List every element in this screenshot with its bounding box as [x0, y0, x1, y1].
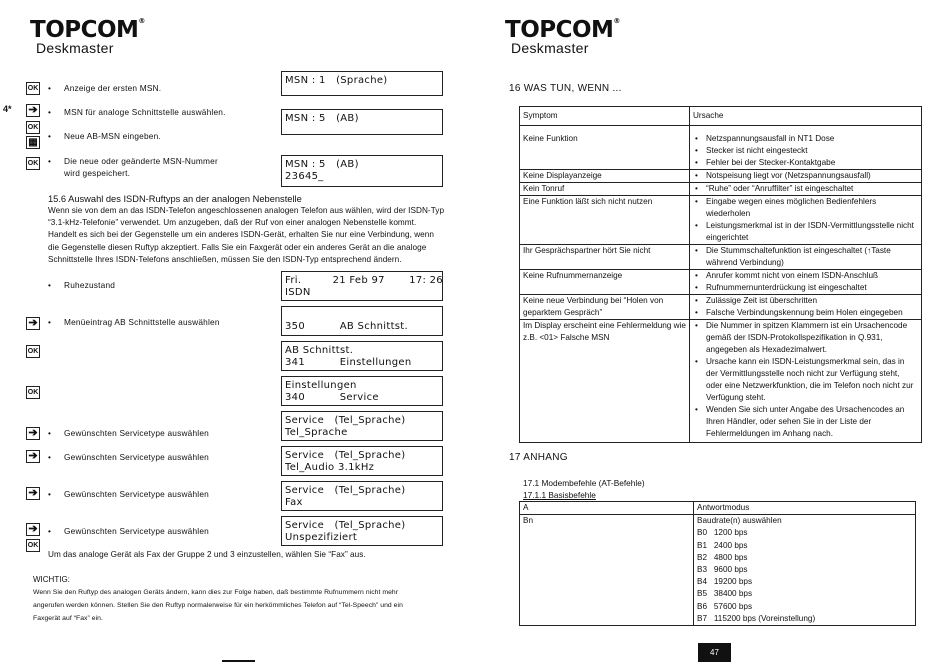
description-line: B5 38400 bps — [697, 589, 753, 599]
page-number: 47 — [698, 643, 731, 662]
step-text: • Menüeintrag AB Schnittstelle auswählen — [48, 317, 220, 327]
arrow-key-icon: ➔ — [26, 427, 40, 440]
warning-line: Wenn Sie den Ruftyp des analogen Geräts ändern, kann dies zur Folge haben, daß bestimmte Rufnummern nicht mehr — [33, 589, 399, 596]
lcd-display: Service (Tel_Sprache) Fax — [281, 481, 443, 511]
troubleshooting-table — [519, 106, 922, 443]
symptom-cell: Eine Funktion läßt sich nicht nutzen — [520, 196, 690, 245]
description-line: B7 115200 bps (Voreinstellung) — [697, 613, 816, 623]
table-row — [520, 502, 916, 515]
lcd-display: 350 AB Schnittst. — [281, 306, 443, 336]
cause-item: • Die Stummschaltefunktion ist eingeschaltet (↑Taste während Verbindung) — [693, 245, 918, 269]
step-text: • Gewünschten Servicetype auswählen — [48, 428, 209, 438]
description-line: B2 4800 bps — [697, 552, 748, 562]
cause-cell — [690, 170, 922, 183]
cause-item: • Stecker ist nicht eingesteckt — [693, 145, 918, 157]
table-row — [520, 183, 922, 196]
lcd-display: Service (Tel_Sprache) Tel_Audio 3.1kHz — [281, 446, 443, 476]
cause-cell — [690, 245, 922, 270]
description-line: B1 2400 bps — [697, 540, 748, 550]
cause-cell — [690, 295, 922, 320]
ok-key-icon: OK — [26, 386, 40, 399]
arrow-key-icon: ➔ — [26, 317, 40, 330]
section-line: Wenn sie von dem an das ISDN-Telefon angeschlossenen analogen Telefon aus wählen, wird der ISDN-Typ — [48, 206, 445, 215]
cause-cell — [690, 126, 922, 170]
warning-line: angerufen werden können. Stellen Sie den Ruftyp normalerweise für ein herkömmliches Telefon auf “Tel-Speech” und ein — [33, 602, 403, 609]
table-row — [520, 320, 922, 443]
cause-cell — [690, 320, 922, 443]
symptom-cell: Im Display erscheint eine Fehlermeldung wie z.B. <01> Falsche MSN — [520, 320, 690, 443]
command-cell: Bn — [520, 515, 694, 626]
step-text: • Die neue oder geänderte MSN-Nummer — [48, 156, 218, 166]
cause-item: • “Ruhe” oder “Anruffilter” ist eingeschaltet — [693, 183, 918, 195]
lcd-display: Service (Tel_Sprache) Tel_Sprache — [281, 411, 443, 441]
lcd-display: MSN : 1 (Sprache) — [281, 71, 443, 96]
description-line: B3 9600 bps — [697, 565, 748, 575]
description-line: B6 57600 bps — [697, 601, 753, 611]
section-line: “3.1-kHz-Telefonie” verwendet. Um anzugeben, daß der Ruf von einer analogen Nebenstelle kommt. — [48, 218, 417, 228]
table-row — [520, 170, 922, 183]
cause-item: • Ursache kann ein ISDN-Leistungsmerkmal sein, das in der Vermittlungsstelle noch nicht zur Verfügung steht, oder eine Netzwerkfunktion, die im Telefon noch nicht zur Verfügung steht. — [693, 356, 918, 404]
brand-logo: TOPCOM® — [30, 17, 145, 43]
description-cell — [694, 515, 916, 626]
description-line: B0 1200 bps — [697, 528, 748, 538]
step-label: 4* — [3, 104, 12, 114]
ok-key-icon: OK — [26, 157, 40, 170]
symptom-cell: Keine Rufnummernanzeige — [520, 270, 690, 295]
arrow-key-icon: ➔ — [26, 450, 40, 463]
keypad-icon: ▦ — [26, 136, 40, 149]
symptom-cell: Ihr Gesprächspartner hört Sie nicht — [520, 245, 690, 270]
table-row — [520, 270, 922, 295]
ok-key-icon: OK — [26, 345, 40, 358]
header-cell: Symptom — [520, 107, 690, 126]
cause-item: • Rufnummernunterdrückung ist eingeschaltet — [693, 282, 918, 294]
lcd-display: AB Schnittst. 341 Einstellungen — [281, 341, 443, 371]
cause-item: • Falsche Verbindungskennung beim Holen eingegeben — [693, 307, 918, 319]
product-name: Deskmaster — [36, 40, 114, 56]
step-text: • Gewünschten Servicetype auswählen — [48, 526, 209, 536]
section-body — [48, 205, 448, 266]
cause-item: • Eingabe wegen eines möglichen Bedienfehlers wiederholen — [693, 196, 918, 220]
cause-cell — [690, 183, 922, 196]
step-text: • Anzeige der ersten MSN. — [48, 83, 162, 93]
cause-item: • Wenden Sie sich unter Angabe des Ursachencodes an Ihren Händler, oder sehen Sie in der Liste der Fehlermeldungen im Anhang nach. — [693, 404, 918, 440]
section-line: Schnittstelle Ihres ISDN-Telefons anschließen, müssen Sie den ISDN-Typ entsprechend ändern. — [48, 254, 402, 264]
step-text: • Gewünschten Servicetype auswählen — [48, 489, 209, 499]
symptom-cell: Keine neue Verbindung bei “Holen von geparktem Gespräch” — [520, 295, 690, 320]
header-cell: Ursache — [690, 107, 922, 126]
arrow-key-icon: ➔ — [26, 104, 40, 117]
symptom-cell: Keine Displayanzeige — [520, 170, 690, 183]
step-text: wird gespeichert. — [64, 168, 131, 178]
command-cell: A — [520, 502, 694, 515]
warning-body — [33, 586, 453, 625]
step-text: • Ruhezustand — [48, 280, 116, 290]
table-header-row — [520, 107, 922, 126]
ok-key-icon: OK — [26, 121, 40, 134]
lcd-display: Service (Tel_Sprache) Unspezifiziert — [281, 516, 443, 546]
table-row — [520, 196, 922, 245]
warning-title: WICHTIG: — [33, 575, 70, 584]
ok-key-icon: OK — [26, 82, 40, 95]
chapter-heading: 16 WAS TUN, WENN ... — [509, 83, 622, 94]
lcd-display: MSN : 5 (AB) — [281, 109, 443, 135]
at-commands-table — [519, 501, 916, 626]
fax-note: Um das analoge Gerät als Fax der Gruppe 2 und 3 einzustellen, wählen Sie “Fax” aus. — [48, 550, 366, 559]
table-row — [520, 515, 916, 626]
warning-line: Faxgerät auf “Fax” ein. — [33, 615, 103, 622]
section-heading: 15.6 Auswahl des ISDN-Ruftyps an der analogen Nebenstelle — [48, 194, 302, 204]
cause-item: • Netzspannungsausfall in NT1 Dose — [693, 133, 918, 145]
step-text: • Gewünschten Servicetype auswählen — [48, 452, 209, 462]
table-row — [520, 295, 922, 320]
cause-item: • Notspeisung liegt vor (Netzspannungsausfall) — [693, 170, 918, 182]
description-line: Baudrate(n) auswählen — [697, 516, 782, 526]
step-text: • MSN für analoge Schnittstelle auswählen. — [48, 107, 226, 117]
chapter-heading: 17 ANHANG — [509, 452, 568, 463]
symptom-cell: Keine Funktion — [520, 126, 690, 170]
cause-item: • Die Nummer in spitzen Klammern ist ein Ursachencode gemäß der ISDN-Protokollspezifikation in Q.931, angegeben als Hexadezimalwert. — [693, 320, 918, 356]
lcd-display: Fri. 21 Feb 97 17: 26 ISDN — [281, 271, 443, 301]
step-text: • Neue AB-MSN eingeben. — [48, 131, 161, 141]
cause-cell — [690, 196, 922, 245]
brand-logo: TOPCOM® — [505, 17, 620, 43]
cause-item: • Anrufer kommt nicht von einem ISDN-Anschluß — [693, 270, 918, 282]
cause-item: • Fehler bei der Stecker-Kontaktgabe — [693, 157, 918, 169]
symptom-cell: Kein Tonruf — [520, 183, 690, 196]
description-line: B4 19200 bps — [697, 577, 753, 587]
subsection-heading: 17.1 Modembefehle (AT-Befehle) — [523, 478, 645, 488]
arrow-key-icon: ➔ — [26, 487, 40, 500]
description-cell: Antwortmodus — [694, 502, 916, 515]
arrow-key-icon: ➔ — [26, 523, 40, 536]
section-line: die Gegenstelle diesen Ruftyp akzeptiert. Falls Sie ein Faxgerät oder ein anderes Gerät an die analoge — [48, 242, 427, 252]
ok-key-icon: OK — [26, 539, 40, 552]
table-row — [520, 126, 922, 170]
footer-mark — [222, 660, 255, 662]
cause-item: • Zulässige Zeit ist überschritten — [693, 295, 918, 307]
cause-item: • Leistungsmerkmal ist in der ISDN-Vermittlungsstelle nicht eingerichtet — [693, 220, 918, 244]
lcd-display: MSN : 5 (AB) 23645_ — [281, 155, 443, 187]
cause-cell — [690, 270, 922, 295]
subsection-heading: 17.1.1 Basisbefehle — [523, 490, 596, 500]
lcd-display: Einstellungen 340 Service — [281, 376, 443, 406]
section-line: Handelt es sich bei der Gegenstelle um ein anderes ISDN-Gerät, erhalten Sie nur eine Verbindung, wenn — [48, 230, 434, 240]
table-row — [520, 245, 922, 270]
product-name: Deskmaster — [511, 40, 589, 56]
